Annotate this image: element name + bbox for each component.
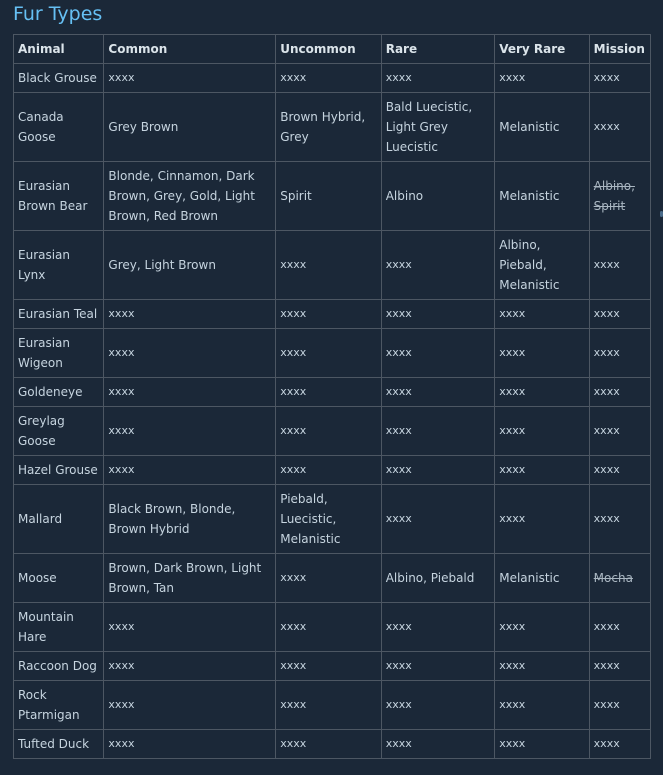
cell-animal: Rock Ptarmigan	[14, 681, 104, 730]
cell-uncommon: xxxx	[276, 730, 381, 759]
cell-common: Grey Brown	[104, 93, 276, 162]
column-header-mission: Mission	[589, 35, 650, 64]
cell-very-rare: xxxx	[495, 456, 589, 485]
table-row	[14, 64, 651, 93]
cell-rare: xxxx	[381, 300, 495, 329]
cell-uncommon: xxxx	[276, 681, 381, 730]
table-row	[14, 681, 651, 730]
cell-uncommon: xxxx	[276, 652, 381, 681]
cell-uncommon: xxxx	[276, 407, 381, 456]
cell-uncommon: xxxx	[276, 64, 381, 93]
cell-common: xxxx	[104, 456, 276, 485]
cell-uncommon: xxxx	[276, 456, 381, 485]
cell-common: xxxx	[104, 300, 276, 329]
cell-mission: xxxx	[589, 407, 650, 456]
column-header-common: Common	[104, 35, 276, 64]
table-row	[14, 485, 651, 554]
cell-common: xxxx	[104, 378, 276, 407]
cell-mission: xxxx	[589, 378, 650, 407]
cell-rare: Albino, Piebald	[381, 554, 495, 603]
cell-uncommon: xxxx	[276, 554, 381, 603]
table-row	[14, 378, 651, 407]
cell-very-rare: xxxx	[495, 652, 589, 681]
cell-uncommon: xxxx	[276, 329, 381, 378]
cell-rare: xxxx	[381, 681, 495, 730]
table-row	[14, 456, 651, 485]
cell-mission: xxxx	[589, 652, 650, 681]
table-row	[14, 93, 651, 162]
column-header-animal: Animal	[14, 35, 104, 64]
cell-rare: xxxx	[381, 329, 495, 378]
cell-mission: xxxx	[589, 329, 650, 378]
struck-mission-text: Mocha	[593, 571, 633, 585]
cell-mission: xxxx	[589, 231, 650, 300]
cell-mission: xxxx	[589, 485, 650, 554]
cell-rare: xxxx	[381, 407, 495, 456]
cell-animal: Eurasian Brown Bear	[14, 162, 104, 231]
cell-uncommon: xxxx	[276, 378, 381, 407]
page-title: Fur Types	[13, 3, 103, 25]
column-header-uncommon: Uncommon	[276, 35, 381, 64]
cell-rare: Bald Luecistic, Light Grey Luecistic	[381, 93, 495, 162]
cell-animal: Raccoon Dog	[14, 652, 104, 681]
cell-rare: Albino	[381, 162, 495, 231]
cell-common: xxxx	[104, 64, 276, 93]
cell-very-rare: xxxx	[495, 681, 589, 730]
cell-animal: Greylag Goose	[14, 407, 104, 456]
cell-animal: Tufted Duck	[14, 730, 104, 759]
cell-common: Grey, Light Brown	[104, 231, 276, 300]
fur-types-table	[13, 34, 651, 759]
table-row	[14, 329, 651, 378]
cell-common: xxxx	[104, 681, 276, 730]
cell-mission: xxxx	[589, 64, 650, 93]
cell-very-rare: xxxx	[495, 407, 589, 456]
cell-uncommon: Piebald, Luecistic, Melanistic	[276, 485, 381, 554]
cell-very-rare: xxxx	[495, 329, 589, 378]
cell-common: Black Brown, Blonde, Brown Hybrid	[104, 485, 276, 554]
cell-animal: Eurasian Wigeon	[14, 329, 104, 378]
cell-rare: xxxx	[381, 652, 495, 681]
cell-animal: Mallard	[14, 485, 104, 554]
cell-mission: xxxx	[589, 681, 650, 730]
table-row	[14, 300, 651, 329]
cell-uncommon: xxxx	[276, 603, 381, 652]
table-row	[14, 407, 651, 456]
cell-rare: xxxx	[381, 485, 495, 554]
cell-animal: Hazel Grouse	[14, 456, 104, 485]
cell-very-rare: xxxx	[495, 730, 589, 759]
cell-mission	[589, 554, 650, 603]
cell-very-rare: xxxx	[495, 378, 589, 407]
cell-very-rare: xxxx	[495, 64, 589, 93]
cell-uncommon: xxxx	[276, 231, 381, 300]
cell-common: Brown, Dark Brown, Light Brown, Tan	[104, 554, 276, 603]
cell-mission: xxxx	[589, 93, 650, 162]
table-row	[14, 652, 651, 681]
cell-rare: xxxx	[381, 231, 495, 300]
cell-mission: xxxx	[589, 603, 650, 652]
cell-very-rare: xxxx	[495, 603, 589, 652]
cell-very-rare: Melanistic	[495, 93, 589, 162]
cell-common: Blonde, Cinnamon, Dark Brown, Grey, Gold, Light Brown, Red Brown	[104, 162, 276, 231]
cell-uncommon: xxxx	[276, 300, 381, 329]
cell-common: xxxx	[104, 407, 276, 456]
cell-common: xxxx	[104, 329, 276, 378]
cell-mission: xxxx	[589, 730, 650, 759]
cell-common: xxxx	[104, 730, 276, 759]
cell-rare: xxxx	[381, 64, 495, 93]
cell-very-rare: Albino, Piebald, Melanistic	[495, 231, 589, 300]
column-header-rare: Rare	[381, 35, 495, 64]
cell-rare: xxxx	[381, 456, 495, 485]
cell-rare: xxxx	[381, 730, 495, 759]
table-header-row	[14, 35, 651, 64]
cell-animal: Canada Goose	[14, 93, 104, 162]
column-header-very-rare: Very Rare	[495, 35, 589, 64]
cell-animal: Goldeneye	[14, 378, 104, 407]
cell-animal: Eurasian Lynx	[14, 231, 104, 300]
cell-rare: xxxx	[381, 378, 495, 407]
cell-animal: Black Grouse	[14, 64, 104, 93]
table-row	[14, 231, 651, 300]
cell-very-rare: xxxx	[495, 300, 589, 329]
cell-mission: xxxx	[589, 456, 650, 485]
table-row	[14, 554, 651, 603]
table-row	[14, 162, 651, 231]
cell-animal: Moose	[14, 554, 104, 603]
cell-common: xxxx	[104, 603, 276, 652]
table-row	[14, 603, 651, 652]
cell-mission	[589, 162, 650, 231]
table-row	[14, 730, 651, 759]
cell-mission: xxxx	[589, 300, 650, 329]
cell-very-rare: Melanistic	[495, 162, 589, 231]
cell-common: xxxx	[104, 652, 276, 681]
cell-very-rare: xxxx	[495, 485, 589, 554]
struck-mission-text: Albino, Spirit	[593, 179, 635, 213]
cell-rare: xxxx	[381, 603, 495, 652]
cell-uncommon: Spirit	[276, 162, 381, 231]
cell-animal: Mountain Hare	[14, 603, 104, 652]
cell-animal: Eurasian Teal	[14, 300, 104, 329]
cell-very-rare: Melanistic	[495, 554, 589, 603]
cell-uncommon: Brown Hybrid, Grey	[276, 93, 381, 162]
